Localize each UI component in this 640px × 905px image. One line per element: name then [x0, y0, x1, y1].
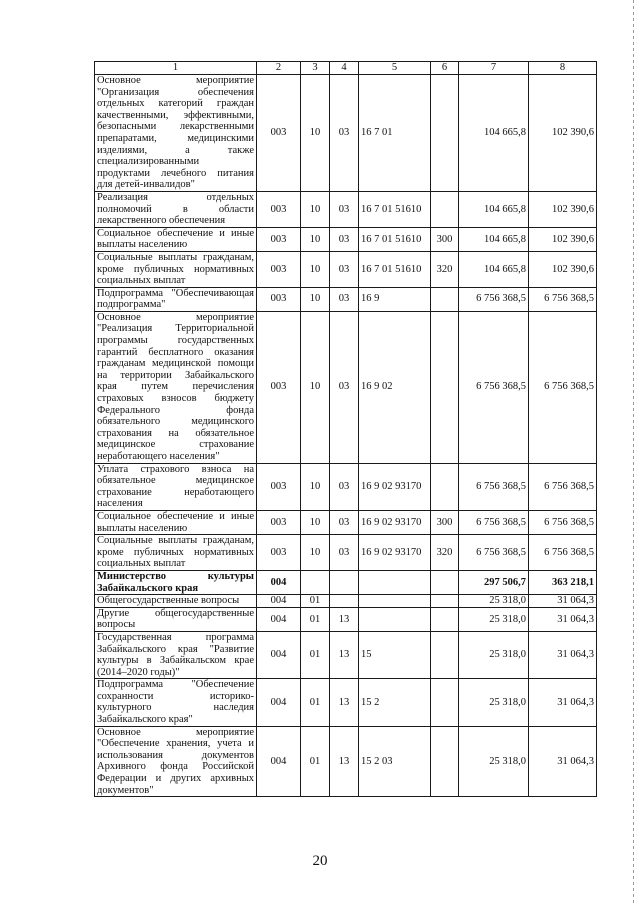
col-3-section: 10 [301, 311, 330, 463]
col-3-section: 10 [301, 75, 330, 192]
col-header: 3 [301, 62, 330, 75]
col-5-target-article: 15 2 [359, 679, 431, 726]
col-3-section: 10 [301, 510, 330, 534]
table-row [95, 570, 597, 594]
table-row [95, 535, 597, 571]
col-8-amount: 31 064,3 [529, 726, 597, 797]
col-8-amount: 6 756 368,5 [529, 510, 597, 534]
col-2-code: 003 [257, 510, 301, 534]
col-6-expense-type [431, 726, 459, 797]
col-4-subsection: 13 [330, 726, 359, 797]
row-name: Социальное обеспечение и иные выплаты населению [95, 227, 257, 251]
col-7-amount: 25 318,0 [459, 607, 529, 631]
col-header: 1 [95, 62, 257, 75]
col-5-target-article: 16 7 01 51610 [359, 227, 431, 251]
col-6-expense-type [431, 191, 459, 227]
col-5-target-article: 16 9 02 [359, 311, 431, 463]
col-6-expense-type [431, 75, 459, 192]
table-row [95, 311, 597, 463]
col-8-amount: 363 218,1 [529, 570, 597, 594]
col-4-subsection: 13 [330, 607, 359, 631]
col-3-section: 10 [301, 535, 330, 571]
col-4-subsection: 03 [330, 463, 359, 510]
col-4-subsection: 03 [330, 510, 359, 534]
col-8-amount: 102 390,6 [529, 75, 597, 192]
col-7-amount: 104 665,8 [459, 227, 529, 251]
col-7-amount: 6 756 368,5 [459, 510, 529, 534]
col-5-target-article: 16 7 01 51610 [359, 251, 431, 287]
col-2-code: 004 [257, 607, 301, 631]
col-6-expense-type: 320 [431, 251, 459, 287]
table-row [95, 191, 597, 227]
col-6-expense-type [431, 631, 459, 678]
col-7-amount: 6 756 368,5 [459, 311, 529, 463]
col-3-section: 01 [301, 595, 330, 608]
col-5-target-article: 16 9 02 93170 [359, 535, 431, 571]
row-name: Общегосударственные вопросы [95, 595, 257, 608]
table-row [95, 631, 597, 678]
col-8-amount: 102 390,6 [529, 191, 597, 227]
table-row [95, 287, 597, 311]
col-3-section: 01 [301, 726, 330, 797]
col-5-target-article: 16 7 01 [359, 75, 431, 192]
col-6-expense-type [431, 287, 459, 311]
col-4-subsection: 03 [330, 287, 359, 311]
table-row [95, 463, 597, 510]
col-3-section [301, 570, 330, 594]
table-row [95, 595, 597, 608]
col-7-amount: 6 756 368,5 [459, 287, 529, 311]
col-5-target-article: 16 9 02 93170 [359, 463, 431, 510]
col-5-target-article [359, 570, 431, 594]
col-8-amount: 31 064,3 [529, 679, 597, 726]
col-6-expense-type [431, 607, 459, 631]
col-6-expense-type [431, 570, 459, 594]
col-7-amount: 25 318,0 [459, 726, 529, 797]
col-2-code: 003 [257, 463, 301, 510]
col-3-section: 01 [301, 679, 330, 726]
col-4-subsection: 03 [330, 191, 359, 227]
col-4-subsection: 13 [330, 679, 359, 726]
page-number: 20 [312, 853, 328, 869]
col-3-section: 10 [301, 251, 330, 287]
col-6-expense-type [431, 311, 459, 463]
row-name: Подпрограмма "Обеспечивающая подпрограмма" [95, 287, 257, 311]
col-6-expense-type: 300 [431, 510, 459, 534]
table-row [95, 251, 597, 287]
col-5-target-article: 16 7 01 51610 [359, 191, 431, 227]
col-4-subsection: 03 [330, 311, 359, 463]
col-6-expense-type: 300 [431, 227, 459, 251]
row-name: Социальные выплаты гражданам, кроме публичных нормативных социальных выплат [95, 535, 257, 571]
col-2-code: 004 [257, 631, 301, 678]
col-4-subsection: 03 [330, 535, 359, 571]
col-header: 7 [459, 62, 529, 75]
row-name: Основное мероприятие "Организация обеспечения отдельных категорий граждан качественными, эффективными, безопасными лекарственными препаратами, медицинскими изделиями, а также специализированными продуктами лечебного питания для детей-инвалидов" [95, 75, 257, 192]
table-row [95, 75, 597, 192]
col-4-subsection: 03 [330, 251, 359, 287]
col-8-amount: 6 756 368,5 [529, 463, 597, 510]
col-5-target-article: 16 9 [359, 287, 431, 311]
col-8-amount: 31 064,3 [529, 607, 597, 631]
col-5-target-article: 16 9 02 93170 [359, 510, 431, 534]
table-row [95, 510, 597, 534]
col-8-amount: 102 390,6 [529, 251, 597, 287]
page-edge-scan-line [633, 0, 634, 905]
col-5-target-article [359, 595, 431, 608]
row-name: Социальные выплаты гражданам, кроме публичных нормативных социальных выплат [95, 251, 257, 287]
col-6-expense-type [431, 679, 459, 726]
col-6-expense-type [431, 463, 459, 510]
col-4-subsection: 13 [330, 631, 359, 678]
col-3-section: 01 [301, 631, 330, 678]
row-name: Социальное обеспечение и иные выплаты населению [95, 510, 257, 534]
col-4-subsection: 03 [330, 227, 359, 251]
col-5-target-article: 15 2 03 [359, 726, 431, 797]
col-8-amount: 102 390,6 [529, 227, 597, 251]
col-2-code: 004 [257, 726, 301, 797]
col-2-code: 004 [257, 679, 301, 726]
col-4-subsection [330, 595, 359, 608]
col-5-target-article: 15 [359, 631, 431, 678]
col-6-expense-type: 320 [431, 535, 459, 571]
col-2-code: 003 [257, 287, 301, 311]
col-3-section: 10 [301, 227, 330, 251]
col-8-amount: 31 064,3 [529, 595, 597, 608]
col-2-code: 003 [257, 535, 301, 571]
col-3-section: 01 [301, 607, 330, 631]
table-header-row [95, 62, 597, 75]
col-2-code: 003 [257, 311, 301, 463]
col-8-amount: 31 064,3 [529, 631, 597, 678]
col-7-amount: 104 665,8 [459, 75, 529, 192]
row-name: Государственная программа Забайкальского края "Развитие культуры в Забайкальском крае (2014–2020 годы)" [95, 631, 257, 678]
col-3-section: 10 [301, 463, 330, 510]
row-name: Уплата страхового взноса на обязательное медицинское страхование неработающего населения [95, 463, 257, 510]
row-name: Министерство культуры Забайкальского края [95, 570, 257, 594]
col-header: 5 [359, 62, 431, 75]
col-2-code: 004 [257, 570, 301, 594]
table-row [95, 726, 597, 797]
col-4-subsection [330, 570, 359, 594]
budget-table [94, 61, 597, 797]
col-7-amount: 104 665,8 [459, 251, 529, 287]
col-4-subsection: 03 [330, 75, 359, 192]
col-7-amount: 6 756 368,5 [459, 463, 529, 510]
col-2-code: 004 [257, 595, 301, 608]
row-name: Реализация отдельных полномочий в области лекарственного обеспечения [95, 191, 257, 227]
col-2-code: 003 [257, 251, 301, 287]
col-8-amount: 6 756 368,5 [529, 535, 597, 571]
table-body [95, 75, 597, 797]
col-7-amount: 25 318,0 [459, 679, 529, 726]
table-row [95, 607, 597, 631]
col-3-section: 10 [301, 287, 330, 311]
table-row [95, 679, 597, 726]
col-header: 8 [529, 62, 597, 75]
col-7-amount: 6 756 368,5 [459, 535, 529, 571]
col-8-amount: 6 756 368,5 [529, 287, 597, 311]
col-7-amount: 104 665,8 [459, 191, 529, 227]
col-5-target-article [359, 607, 431, 631]
col-2-code: 003 [257, 75, 301, 192]
col-header: 6 [431, 62, 459, 75]
col-2-code: 003 [257, 191, 301, 227]
table-row [95, 227, 597, 251]
col-7-amount: 25 318,0 [459, 631, 529, 678]
row-name: Основное мероприятие "Обеспечение хранения, учета и использования документов Архивного фонда Российской Федерации и других архивных документов" [95, 726, 257, 797]
row-name: Основное мероприятие "Реализация Территориальной программы государственных гарантий бесплатного оказания гражданам медицинской помощи на территории Забайкальского края путем перечисления страховых взносов бюджету Федерального фонда обязательного медицинского страхования на обязательное медицинское страхование неработающего населения" [95, 311, 257, 463]
col-7-amount: 297 506,7 [459, 570, 529, 594]
col-header: 4 [330, 62, 359, 75]
row-name: Другие общегосударственные вопросы [95, 607, 257, 631]
col-6-expense-type [431, 595, 459, 608]
col-8-amount: 6 756 368,5 [529, 311, 597, 463]
col-2-code: 003 [257, 227, 301, 251]
col-header: 2 [257, 62, 301, 75]
col-7-amount: 25 318,0 [459, 595, 529, 608]
row-name: Подпрограмма "Обеспечение сохранности историко-культурного наследия Забайкальского края" [95, 679, 257, 726]
col-3-section: 10 [301, 191, 330, 227]
